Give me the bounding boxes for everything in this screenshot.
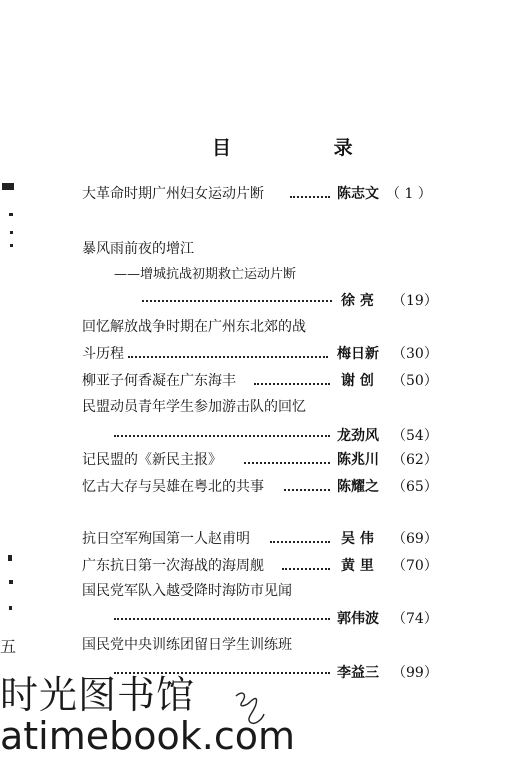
toc-entry-page: （70） bbox=[392, 558, 438, 574]
edge-mark bbox=[8, 555, 12, 561]
toc-entry-author: 陈志文 bbox=[337, 186, 379, 202]
toc-entry-title-cont: 斗历程 bbox=[82, 346, 124, 362]
toc-entry-author: 龙劲风 bbox=[337, 428, 379, 444]
scan-edge-marks bbox=[0, 0, 22, 660]
toc-entry-author: 陈兆川 bbox=[337, 452, 379, 468]
toc-entry-page: （30） bbox=[392, 346, 438, 362]
edge-mark bbox=[9, 606, 12, 610]
edge-mark bbox=[10, 244, 13, 247]
toc-entry-title: 柳亚子何香凝在广东海丰 bbox=[82, 373, 236, 389]
toc-entry-page: （62） bbox=[392, 452, 438, 468]
toc-entry-page: （74） bbox=[392, 611, 438, 627]
leader-dots bbox=[270, 527, 330, 543]
toc-entry-title: 大革命时期广州妇女运动片断 bbox=[82, 186, 264, 202]
toc-entry-page: （69） bbox=[392, 531, 438, 547]
leader-dots bbox=[290, 182, 330, 198]
leader-dots bbox=[142, 286, 332, 302]
toc-entry-page: （54） bbox=[392, 428, 438, 444]
leader-dots bbox=[244, 448, 330, 464]
edge-mark bbox=[2, 183, 14, 190]
toc-entry-title: 记民盟的《新民主报》 bbox=[82, 452, 222, 468]
toc-entry-author: 徐 亮 bbox=[341, 293, 374, 309]
margin-page-char: 五 bbox=[0, 637, 17, 656]
toc-entry-page: （ 1 ） bbox=[386, 186, 432, 202]
toc-entry-title: 忆古大存与吴雄在粤北的共事 bbox=[82, 479, 264, 495]
leader-dots bbox=[128, 342, 328, 358]
toc-entry-author: 陈耀之 bbox=[337, 479, 379, 495]
toc-entry-title: 回忆解放战争时期在广州东北郊的战 bbox=[82, 319, 306, 335]
toc-entry-author: 谢 创 bbox=[341, 373, 374, 389]
toc-entry-author: 吴 伟 bbox=[341, 531, 374, 547]
toc-title: 目 录 bbox=[212, 137, 401, 159]
toc-entry-author: 郭伟波 bbox=[337, 611, 379, 627]
toc-entry-page: （65） bbox=[392, 479, 438, 495]
toc-entry-title: 国民党中央训练团留日学生训练班 bbox=[82, 637, 292, 653]
toc-entry-page: （50） bbox=[392, 373, 438, 389]
toc-entry-title: 抗日空军殉国第一人赵甫明 bbox=[82, 531, 250, 547]
edge-mark bbox=[10, 231, 13, 234]
toc-entry-author: 梅日新 bbox=[337, 346, 379, 362]
edge-mark bbox=[9, 213, 13, 216]
toc-entry-subtitle: ——增城抗战初期救亡运动片断 bbox=[114, 267, 297, 282]
watermark-name: 时光图书馆 bbox=[0, 673, 196, 717]
toc-entry-title: 广东抗日第一次海战的海周舰 bbox=[82, 558, 264, 574]
edge-mark bbox=[9, 580, 13, 584]
toc-entry-title: 民盟动员青年学生参加游击队的回忆 bbox=[82, 399, 306, 415]
toc-entry-page: （19） bbox=[392, 293, 438, 309]
leader-dots bbox=[114, 421, 330, 437]
leader-dots bbox=[284, 475, 330, 491]
leader-dots bbox=[282, 554, 330, 570]
leader-dots bbox=[114, 604, 330, 620]
toc-entry-author: 李益三 bbox=[337, 665, 379, 681]
leader-dots bbox=[254, 369, 330, 385]
toc-entry-title: 暴风雨前夜的增江 bbox=[82, 241, 194, 257]
toc-entry-page: （99） bbox=[392, 665, 438, 681]
toc-entry-title: 国民党军队入越受降时海防市见闻 bbox=[82, 583, 292, 599]
watermark-url: atimebook.com bbox=[0, 714, 296, 758]
toc-entry-author: 黄 里 bbox=[341, 558, 374, 574]
